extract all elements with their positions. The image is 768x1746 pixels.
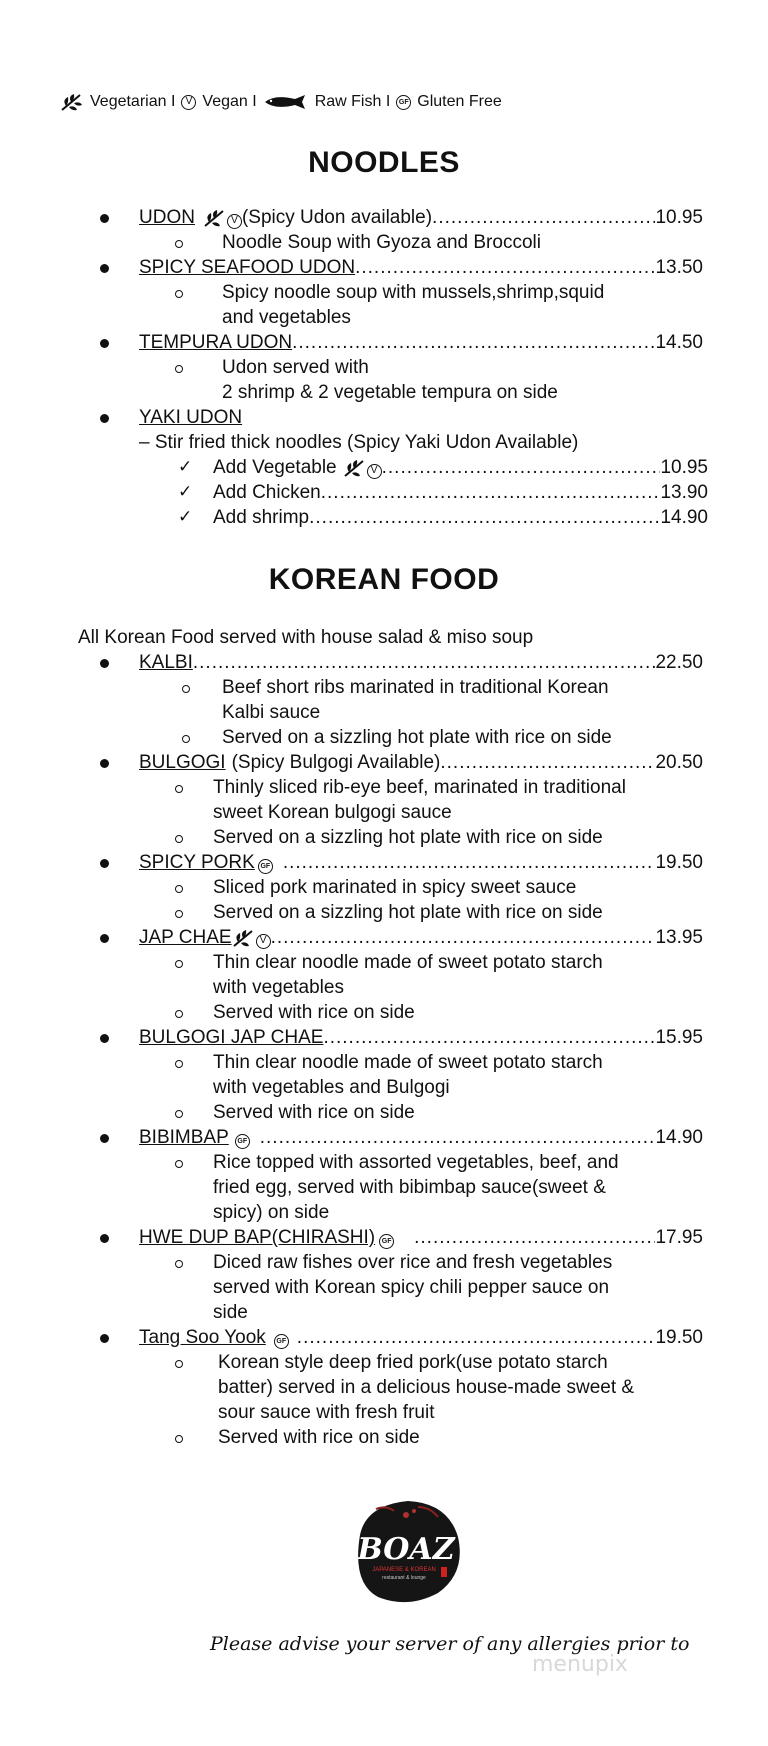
item-desc: Spicy noodle soup with mussels,shrimp,squid bbox=[222, 282, 605, 303]
leader-dots bbox=[382, 457, 661, 479]
item-name-yaki-udon: YAKI UDON bbox=[139, 407, 243, 428]
item-desc: Diced raw fishes over rice and fresh vegetables bbox=[213, 1252, 613, 1273]
leader-dots bbox=[414, 1227, 655, 1249]
bullet bbox=[100, 1234, 109, 1243]
logo-tagline-1: JAPANESE & KOREAN bbox=[372, 1567, 436, 1573]
menu-item-bulgogi-jap-chae bbox=[139, 1027, 703, 1049]
leader-dots bbox=[297, 1327, 656, 1349]
korean-intro: All Korean Food served with house salad & miso soup bbox=[78, 627, 534, 648]
dietary-legend bbox=[60, 92, 502, 112]
item-desc: with vegetables and Bulgogi bbox=[213, 1077, 450, 1098]
leader-dots bbox=[260, 1127, 656, 1149]
option-add-vegetable bbox=[213, 457, 708, 479]
bullet bbox=[100, 264, 109, 273]
option-label: Add shrimp bbox=[213, 507, 310, 528]
bullet bbox=[100, 1034, 109, 1043]
bullet bbox=[100, 759, 109, 768]
gluten-free-icon: GF bbox=[379, 1234, 394, 1249]
item-desc: Noodle Soup with Gyoza and Broccoli bbox=[222, 232, 541, 253]
item-price: 10.95 bbox=[655, 207, 703, 228]
item-desc: sweet Korean bulgogi sauce bbox=[213, 802, 452, 823]
gluten-free-icon: GF bbox=[235, 1134, 250, 1149]
item-desc: Beef short ribs marinated in traditional Korean bbox=[222, 677, 609, 698]
item-price: 17.95 bbox=[655, 1227, 703, 1248]
menu-item-bibimbap bbox=[139, 1127, 703, 1149]
item-desc: Served with rice on side bbox=[218, 1427, 420, 1448]
item-desc: and vegetables bbox=[222, 307, 351, 328]
item-price: 19.50 bbox=[655, 1327, 703, 1348]
item-name: Tang Soo Yook bbox=[139, 1327, 266, 1348]
leader-dots bbox=[309, 507, 660, 529]
check-icon: ✓ bbox=[178, 457, 193, 476]
sub-bullet bbox=[175, 1160, 183, 1168]
menu-item-udon bbox=[139, 207, 703, 229]
sub-bullet bbox=[175, 1110, 183, 1118]
legend-vegan: Vegan I bbox=[202, 93, 257, 110]
item-price: 15.95 bbox=[655, 1027, 703, 1048]
item-name: JAP CHAE bbox=[139, 927, 232, 948]
vegetarian-leaf-icon bbox=[232, 927, 256, 949]
gluten-free-icon: GF bbox=[274, 1334, 289, 1349]
gluten-free-icon: GF bbox=[396, 95, 411, 110]
sub-bullet bbox=[182, 685, 190, 693]
item-desc: side bbox=[213, 1302, 248, 1323]
option-price: 10.95 bbox=[660, 457, 708, 478]
boaz-logo bbox=[346, 1495, 466, 1605]
sub-bullet bbox=[175, 785, 183, 793]
sub-bullet bbox=[175, 365, 183, 373]
option-add-shrimp bbox=[213, 507, 708, 529]
menu-item-tang-soo-yook bbox=[139, 1327, 703, 1349]
menu-item-tempura-udon bbox=[139, 332, 703, 354]
legend-vegetarian: Vegetarian I bbox=[90, 93, 176, 110]
item-price: 14.50 bbox=[655, 332, 703, 353]
sub-bullet bbox=[175, 910, 183, 918]
vegetarian-leaf-icon bbox=[60, 92, 84, 112]
item-desc: batter) served in a delicious house-made sweet & bbox=[218, 1377, 635, 1398]
leader-dots bbox=[292, 332, 655, 354]
item-price: 19.50 bbox=[655, 852, 703, 873]
bullet bbox=[100, 414, 109, 423]
item-desc: Thin clear noodle made of sweet potato starch bbox=[213, 952, 603, 973]
item-name: TEMPURA UDON bbox=[139, 332, 293, 353]
item-desc: fried egg, served with bibimbap sauce(sweet & bbox=[213, 1177, 606, 1198]
raw-fish-icon bbox=[263, 94, 309, 110]
option-price: 14.90 bbox=[660, 507, 708, 528]
item-note: (Spicy Bulgogi Available) bbox=[231, 752, 441, 773]
item-desc: Served with rice on side bbox=[213, 1002, 415, 1023]
option-price: 13.90 bbox=[660, 482, 708, 503]
logo-brand: BOAZ bbox=[357, 1532, 455, 1567]
leader-dots bbox=[321, 482, 661, 504]
item-desc: – Stir fried thick noodles (Spicy Yaki Udon Available) bbox=[139, 432, 579, 453]
item-price: 22.50 bbox=[655, 652, 703, 673]
sub-bullet bbox=[175, 1060, 183, 1068]
item-desc: Served with rice on side bbox=[213, 1102, 415, 1123]
bullet bbox=[100, 1334, 109, 1343]
allergy-notice: Please advise your server of any allergies prior to bbox=[210, 1633, 690, 1655]
item-desc: Rice topped with assorted vegetables, beef, and bbox=[213, 1152, 619, 1173]
bullet bbox=[100, 1134, 109, 1143]
sub-bullet bbox=[175, 1435, 183, 1443]
check-icon: ✓ bbox=[178, 507, 193, 526]
item-name: BULGOGI bbox=[139, 752, 226, 773]
item-name: BULGOGI JAP CHAE bbox=[139, 1027, 324, 1048]
item-desc: spicy) on side bbox=[213, 1202, 330, 1223]
option-label: Add Chicken bbox=[213, 482, 321, 503]
item-desc: served with Korean spicy chili pepper sauce on bbox=[213, 1277, 610, 1298]
option-label: Add Vegetable bbox=[213, 457, 337, 478]
item-desc: Kalbi sauce bbox=[222, 702, 321, 723]
item-desc: Served on a sizzling hot plate with rice on side bbox=[222, 727, 612, 748]
leader-dots bbox=[271, 927, 656, 949]
item-price: 13.50 bbox=[655, 257, 703, 278]
noodles-heading: NOODLES bbox=[308, 146, 460, 179]
logo-tagline-2: restaurant & lounge bbox=[382, 1575, 426, 1581]
sub-bullet bbox=[175, 835, 183, 843]
item-name: HWE DUP BAP(CHIRASHI) bbox=[139, 1227, 376, 1248]
legend-raw-fish: Raw Fish I bbox=[314, 93, 391, 110]
check-icon: ✓ bbox=[178, 482, 193, 501]
leader-dots bbox=[432, 207, 655, 229]
sub-bullet bbox=[175, 290, 183, 298]
legend-gluten-free: Gluten Free bbox=[417, 93, 502, 110]
item-desc: sour sauce with fresh fruit bbox=[218, 1402, 435, 1423]
vegan-icon: V bbox=[367, 464, 382, 479]
bullet bbox=[100, 214, 109, 223]
item-name: SPICY PORK bbox=[139, 852, 255, 873]
menu-item-hwe-dup-bap bbox=[139, 1227, 703, 1249]
item-price: 14.90 bbox=[655, 1127, 703, 1148]
vegetarian-leaf-icon bbox=[343, 457, 367, 479]
vegan-icon: V bbox=[227, 214, 242, 229]
bullet bbox=[100, 339, 109, 348]
sub-bullet bbox=[182, 735, 190, 743]
sub-bullet bbox=[175, 885, 183, 893]
item-name: UDON bbox=[139, 207, 195, 228]
gluten-free-icon: GF bbox=[258, 859, 273, 874]
item-desc: Served on a sizzling hot plate with rice on side bbox=[213, 902, 603, 923]
sub-bullet bbox=[175, 1360, 183, 1368]
menu-item-spicy-seafood-udon bbox=[139, 257, 703, 279]
menu-item-jap-chae bbox=[139, 927, 703, 949]
item-desc: Udon served with bbox=[222, 357, 369, 378]
sub-bullet bbox=[175, 1010, 183, 1018]
item-desc: Korean style deep fried pork(use potato starch bbox=[218, 1352, 608, 1373]
leader-dots bbox=[283, 852, 656, 874]
item-desc: 2 shrimp & 2 vegetable tempura on side bbox=[222, 382, 558, 403]
item-desc: Thinly sliced rib-eye beef, marinated in traditional bbox=[213, 777, 626, 798]
bullet bbox=[100, 659, 109, 668]
bullet bbox=[100, 859, 109, 868]
item-price: 13.95 bbox=[655, 927, 703, 948]
leader-dots bbox=[323, 1027, 655, 1049]
item-desc: Sliced pork marinated in spicy sweet sauce bbox=[213, 877, 577, 898]
vegetarian-leaf-icon bbox=[203, 207, 227, 229]
watermark: menupix bbox=[532, 1652, 628, 1677]
menu-item-spicy-pork bbox=[139, 852, 703, 874]
item-name: KALBI bbox=[139, 652, 193, 673]
item-desc: Thin clear noodle made of sweet potato starch bbox=[213, 1052, 603, 1073]
sub-bullet bbox=[175, 1260, 183, 1268]
leader-dots bbox=[193, 652, 656, 674]
bullet bbox=[100, 934, 109, 943]
item-note: (Spicy Udon available) bbox=[241, 207, 433, 228]
sub-bullet bbox=[175, 960, 183, 968]
leader-dots bbox=[440, 752, 655, 774]
korean-food-heading: KOREAN FOOD bbox=[268, 563, 500, 596]
item-price: 20.50 bbox=[655, 752, 703, 773]
item-name: SPICY SEAFOOD UDON bbox=[139, 257, 356, 278]
vegan-icon: V bbox=[181, 95, 196, 110]
option-add-chicken bbox=[213, 482, 708, 504]
leader-dots bbox=[355, 257, 655, 279]
sub-bullet bbox=[175, 240, 183, 248]
menu-item-bulgogi bbox=[139, 752, 703, 774]
item-name: BIBIMBAP bbox=[139, 1127, 229, 1148]
item-desc: Served on a sizzling hot plate with rice on side bbox=[213, 827, 603, 848]
item-desc: with vegetables bbox=[213, 977, 344, 998]
vegan-icon: V bbox=[256, 934, 271, 949]
menu-item-kalbi bbox=[139, 652, 703, 674]
